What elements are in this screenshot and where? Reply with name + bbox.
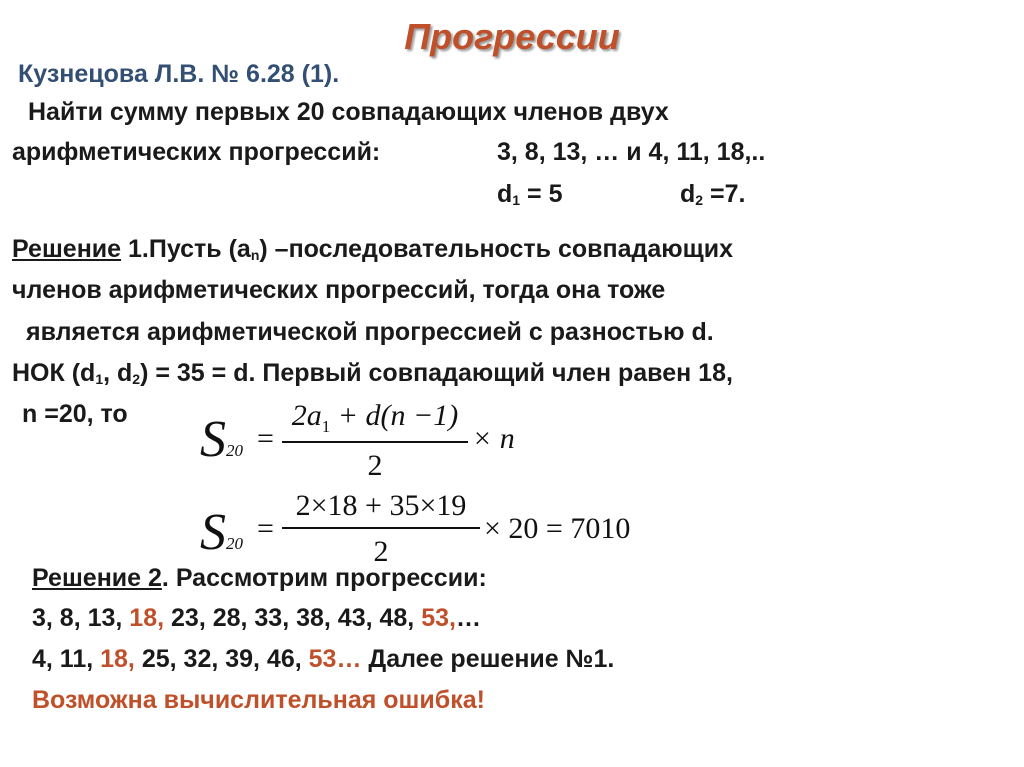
author-reference: Кузнецова Л.В. № 6.28 (1).: [18, 60, 340, 88]
solution1-heading: Решение: [12, 235, 122, 263]
solution1-line-1: Решение 1.Пусть $(a_n)$ –последовательность совпадающих: [12, 235, 733, 263]
general-denominator: 2: [367, 448, 383, 482]
solution1-line-3: является арифметической прогрессией с разностью d.: [26, 318, 714, 346]
difference-d1: $d_1 = 5$: [497, 180, 563, 208]
slide-title: Прогрессии: [404, 16, 620, 57]
general-numerator: $2a_1 + d(n -1)$: [291, 399, 459, 436]
problem-line-1: Найти сумму первых 20 совпадающих членов двух: [28, 98, 669, 126]
solution1-line-4: НОК ($d_1$, $d_2) = 35 = d$. Первый совпадающий член равен 18,: [12, 359, 733, 387]
fraction-bar: [282, 527, 480, 529]
solution2-heading-line: Решение 2. Рассмотрим прогрессии:: [32, 564, 487, 592]
fraction-bar: [282, 441, 468, 443]
solution1-line-2: членов арифметических прогрессий, тогда она тоже: [12, 276, 666, 304]
times-n: × n: [472, 422, 515, 455]
problem-line-2-label: арифметических прогрессий:: [12, 138, 381, 166]
warning-note: Возможна вычислительная ошибка!: [32, 686, 485, 714]
equals-sign: =: [257, 512, 274, 545]
sum-symbol: S20: [200, 411, 243, 468]
common-term-highlight: 18,: [129, 604, 165, 632]
solution2-heading: Решение 2: [32, 564, 162, 592]
common-term-highlight: 53…: [308, 645, 362, 673]
sequence-1: 3, 8, 13, 18, 23, 28, 33, 38, 43, 48, 53,…: [32, 604, 481, 632]
equals-sign: =: [257, 422, 274, 455]
computed-fraction: [282, 489, 480, 569]
sequence-2: 4, 11, 18, 25, 32, 39, 46, 53… Далее решение №1.: [32, 645, 615, 673]
computed-result: × 20 = 7010: [484, 512, 631, 545]
difference-d2: $d_2 =7$.: [680, 180, 746, 208]
computed-denominator: 2: [373, 534, 389, 568]
general-fraction: [282, 399, 468, 483]
solution1-line-5: n =20, то: [22, 400, 128, 428]
common-term-highlight: 53,: [421, 604, 456, 632]
sum-symbol: S20: [200, 504, 243, 561]
common-term-highlight: 18,: [100, 645, 135, 673]
problem-line-2-sequences: 3, 8, 13, … и 4, 11, 18,..: [497, 138, 766, 166]
computed-numerator: 2×18 + 35×19: [295, 489, 467, 522]
